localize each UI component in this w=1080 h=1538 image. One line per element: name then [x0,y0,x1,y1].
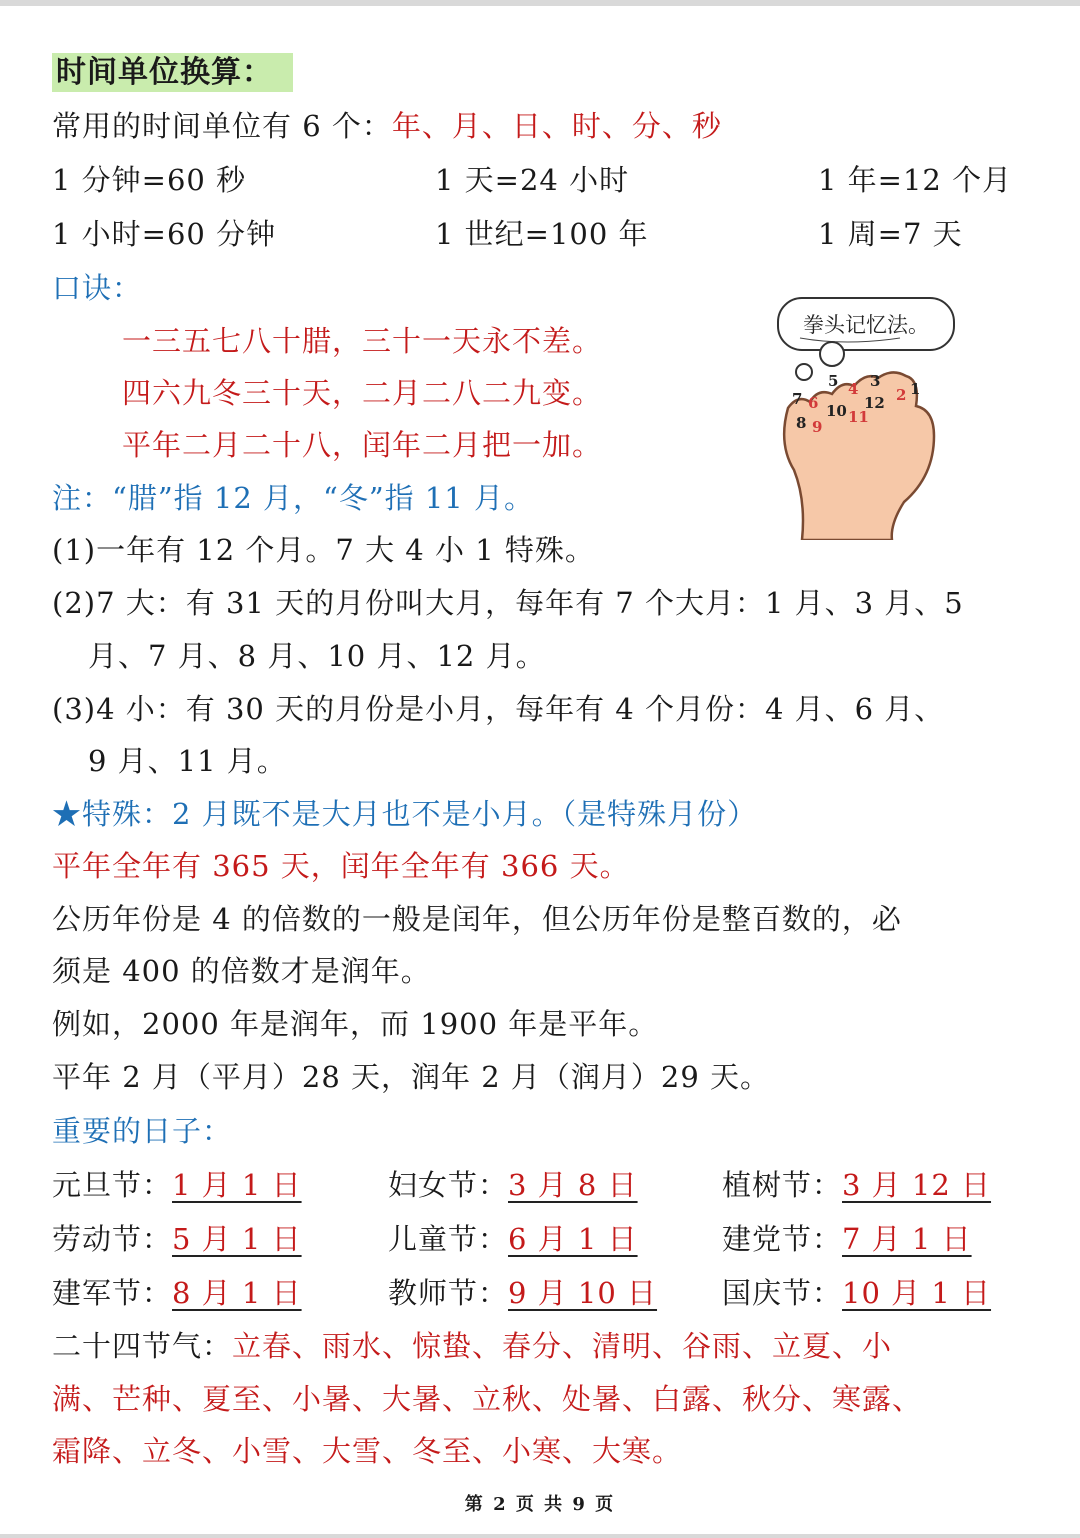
festival-item [52,1219,302,1259]
festival-name: 国庆节： [722,1276,843,1310]
festival-name: 植树节： [722,1168,843,1202]
leap-example: 例如，2000 年是润年，而 1900 年是平年。 [52,1007,659,1041]
knuckle-7: 7 [792,390,803,408]
festival-name: 元旦节： [52,1168,173,1202]
rhyme-line-3: 平年二月二十八，闰年二月把一加。 [122,428,603,462]
point-2-line-1: (2)7 大：有 31 天的月份叫大月，每年有 7 个大月：1 月、3 月、5 [52,586,964,620]
fist-memory-illustration [760,290,960,540]
solar-terms-line-1 [52,1326,892,1366]
festival-name: 教师节： [388,1276,509,1310]
solar-terms-line-2: 满、芒种、夏至、小暑、大暑、立秋、处暑、白露、秋分、寒露、 [52,1382,923,1416]
days-label: 重要的日子： [52,1114,233,1148]
top-border [0,0,1080,6]
festival-date: 7 月 1 日 [842,1222,972,1256]
knuckle-9: 9 [812,418,823,436]
bubble-dot-small [796,364,812,380]
solar-terms-prefix: 二十四节气： [52,1329,233,1363]
point-3-line-2: 9 月、11 月。 [88,744,287,778]
solar-terms-line-3: 霜降、立冬、小雪、大雪、冬至、小寒、大寒。 [52,1434,683,1468]
rhyme-label: 口诀： [52,271,143,305]
festival-item [722,1165,991,1205]
festival-item [52,1273,302,1313]
title-highlight: 时间单位换算： [52,53,293,92]
leap-rule-line-1: 公历年份是 4 的倍数的一般是闰年，但公历年份是整百数的，必 [52,902,902,936]
festival-item [388,1165,638,1205]
bubble-dot-large [820,342,844,366]
knuckle-12: 12 [864,394,885,412]
festival-name: 建党节： [722,1222,843,1256]
knuckle-5: 5 [828,372,839,390]
bottom-border [0,1534,1080,1538]
festival-item [52,1165,302,1205]
conversion-2-3: 1 周=7 天 [818,217,963,251]
conversion-2-2: 1 世纪=100 年 [435,217,649,251]
conversion-2-1: 1 小时=60 分钟 [52,217,277,251]
festival-date: 8 月 1 日 [172,1276,302,1310]
knuckle-2: 2 [896,386,907,404]
knuckle-3: 3 [870,372,881,390]
festival-item [722,1273,991,1313]
festival-name: 妇女节： [388,1168,509,1202]
festival-date: 3 月 8 日 [508,1168,638,1202]
knuckle-1: 1 [910,380,921,398]
special-note: ★特殊：2 月既不是大月也不是小月。（是特殊月份） [52,797,758,831]
festival-date: 6 月 1 日 [508,1222,638,1256]
festival-date: 3 月 12 日 [842,1168,992,1202]
festival-date: 9 月 10 日 [508,1276,658,1310]
solar-terms-text: 立春、雨水、惊蛰、春分、清明、谷雨、立夏、小 [232,1329,893,1363]
conversion-1-2: 1 天=24 小时 [435,163,630,197]
leap-rule-line-2: 须是 400 的倍数才是润年。 [52,954,431,988]
knuckle-6: 6 [808,394,819,412]
leap-days: 平年全年有 365 天，闰年全年有 366 天。 [52,849,630,883]
point-3-line-1: (3)4 小：有 30 天的月份是小月，每年有 4 个月份：4 月、6 月、 [52,692,945,726]
point-1: (1)一年有 12 个月。7 大 4 小 1 特殊。 [52,533,595,567]
rhyme-line-1: 一三五七八十腊，三十一天永不差。 [122,324,603,358]
knuckle-8: 8 [796,414,807,432]
bubble-text: 拳头记忆法。 [803,313,929,337]
festival-item [388,1219,638,1259]
units-prefix: 常用的时间单位有 6 个： [52,109,392,143]
festival-name: 建军节： [52,1276,173,1310]
conversion-1-1: 1 分钟=60 秒 [52,163,247,197]
rhyme-note: 注：“腊”指 12 月，“冬”指 11 月。 [52,481,534,515]
page-title [52,52,293,93]
festival-name: 儿童节： [388,1222,509,1256]
knuckle-4: 4 [848,380,859,398]
knuckle-10: 10 [826,402,847,420]
festival-name: 劳动节： [52,1222,173,1256]
festival-item [722,1219,972,1259]
units-line [52,106,722,146]
knuckle-11: 11 [848,408,869,426]
conversion-1-3: 1 年=12 个月 [818,163,1013,197]
point-2-line-2: 月、7 月、8 月、10 月、12 月。 [88,639,546,673]
page-number: 第 2 页 共 9 页 [464,1494,616,1515]
february-days: 平年 2 月（平月）28 天，润年 2 月（润月）29 天。 [52,1060,771,1094]
units-list: 年、月、日、时、分、秒 [391,109,722,143]
festival-item [388,1273,657,1313]
festival-date: 1 月 1 日 [172,1168,302,1202]
festival-date: 5 月 1 日 [172,1222,302,1256]
festival-date: 10 月 1 日 [842,1276,992,1310]
rhyme-line-2: 四六九冬三十天，二月二八二九变。 [122,376,603,410]
